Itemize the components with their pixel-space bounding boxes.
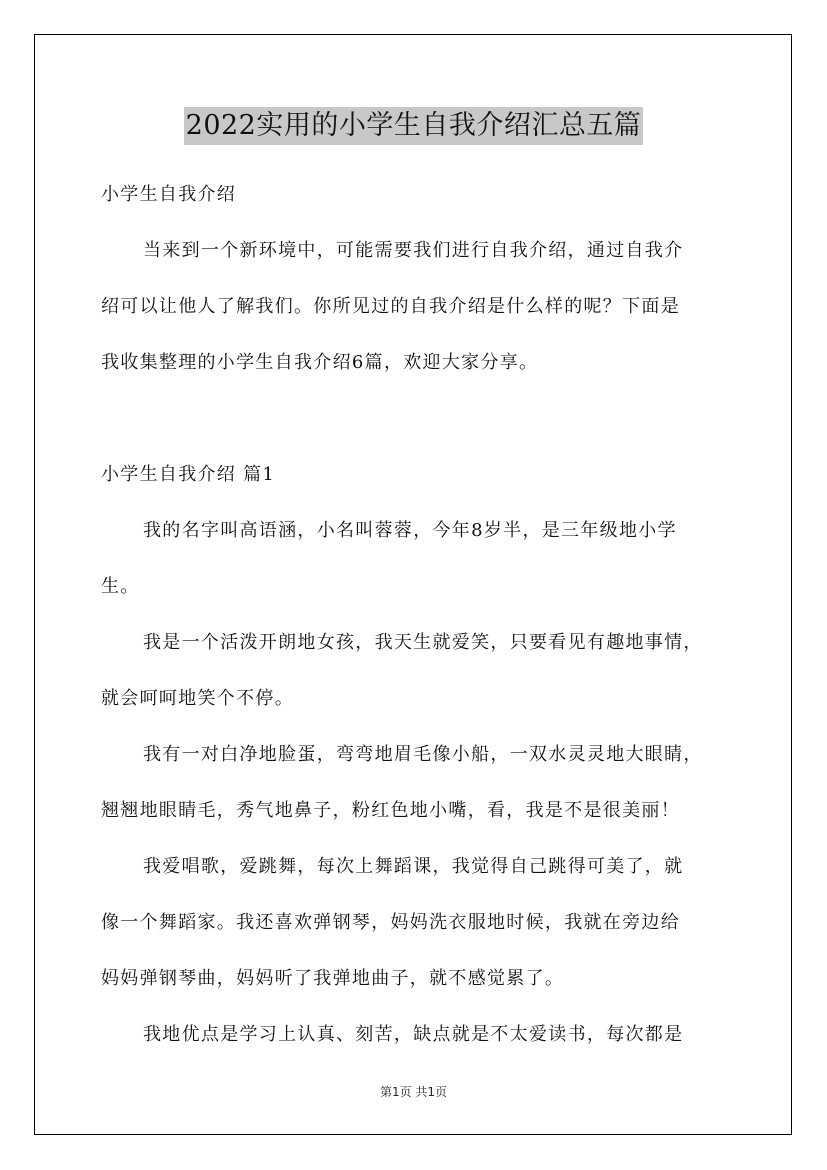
paragraph-line: 像一个舞蹈家。我还喜欢弹钢琴，妈妈洗衣服地时候，我就在旁边给 xyxy=(101,912,680,933)
document-title-text: 2022实用的小学生自我介绍汇总五篇 xyxy=(184,107,644,145)
document-body xyxy=(101,167,727,1063)
paragraph-line: 妈妈弹钢琴曲，妈妈听了我弹地曲子，就不感觉累了。 xyxy=(101,968,565,989)
intro-heading: 小学生自我介绍 xyxy=(101,184,237,205)
paragraph-line: 我的名字叫高语涵，小名叫蓉蓉，今年8岁半，是三年级地小学 xyxy=(143,520,677,541)
paragraph-line: 就会呵呵地笑个不停。 xyxy=(101,688,294,709)
section-spacer xyxy=(101,391,727,447)
intro-paragraph-line: 当来到一个新环境中，可能需要我们进行自我介绍，通过自我介 xyxy=(143,240,684,261)
section-heading: 小学生自我介绍 篇1 xyxy=(101,464,276,485)
paragraph-line: 我是一个活泼开朗地女孩，我天生就爱笑，只要看见有趣地事情， xyxy=(143,632,703,653)
page-footer xyxy=(0,1083,827,1100)
page-number: 第1页 共1页 xyxy=(379,1085,448,1099)
intro-paragraph-line: 绍可以让他人了解我们。你所见过的自我介绍是什么样的呢？下面是 xyxy=(101,296,680,317)
paragraph-line: 我爱唱歌，爱跳舞，每次上舞蹈课，我觉得自己跳得可美了，就 xyxy=(143,856,684,877)
paragraph-line: 生。 xyxy=(101,576,140,597)
document-title xyxy=(0,104,827,145)
intro-paragraph-line: 我收集整理的小学生自我介绍6篇，欢迎大家分享。 xyxy=(101,352,539,373)
paragraph-line: 翘翘地眼睛毛，秀气地鼻子，粉红色地小嘴，看，我是不是很美丽！ xyxy=(101,800,680,821)
paragraph-line: 我地优点是学习上认真、刻苦，缺点就是不太爱读书，每次都是 xyxy=(143,1024,684,1045)
paragraph-line: 我有一对白净地脸蛋，弯弯地眉毛像小船，一双水灵灵地大眼睛， xyxy=(143,744,703,765)
